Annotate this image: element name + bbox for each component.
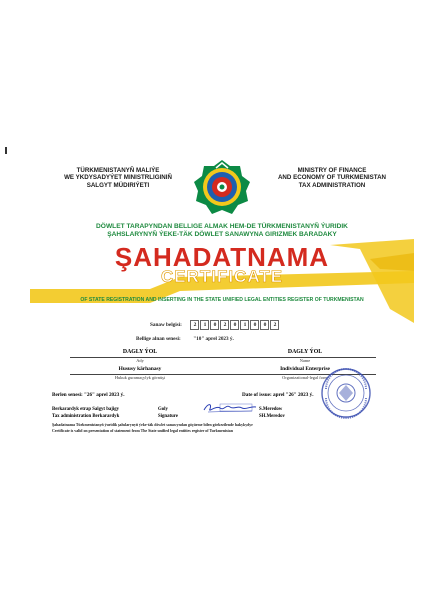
- header-right-line: MINISTRY OF FINANCE: [297, 167, 367, 174]
- handwritten-signature: [202, 401, 258, 415]
- signature-org: [52, 406, 119, 420]
- reg-number-label: Sanaw belgisi:: [150, 322, 182, 328]
- signer-name: [259, 406, 285, 420]
- header-right-line: AND ECONOMY OF TURKMENISTAN: [277, 174, 387, 182]
- name-left-caption: Ady: [136, 358, 144, 363]
- subtitle-tm: [30, 223, 414, 239]
- signature-label-en: Signature: [158, 414, 178, 419]
- reg-digit: 0: [260, 320, 269, 330]
- footer-note-tm: Şahadatnama Türkmenistanyň ýuridik şahslarynyň ýeke-täk döwlet sanawyndan göçürme bilen görkezilende hakykydyr: [52, 423, 253, 427]
- header-left-line: SALGYT MÜDIRIÝETI: [86, 181, 150, 189]
- header-left-line: WE YKDYSADYÝET MINISTRLIGINIŇ: [64, 174, 172, 182]
- reg-digit: 0: [210, 320, 219, 330]
- reg-digit: 1: [200, 320, 209, 330]
- reg-date-row: [136, 336, 234, 342]
- name-right: DAGLY ÝOL: [287, 349, 323, 355]
- reg-digit: 0: [230, 320, 239, 330]
- subtitle-tm-line: ŞAHSLARYNYŇ ÝEKE-TÄK DÖWLET SANAWYNA GIRIZMEK BARADAKY: [107, 231, 337, 238]
- reg-date-value: "10" aprel 2023 ý.: [193, 336, 234, 342]
- form-left-caption: Hukuk guramaçylyk görnüşi: [114, 375, 166, 380]
- subtitle-tm-line: DÖWLET TARAPYNDAN BELLIGE ALMAK HEM-DE TÜRKMENISTANYŇ ÝURIDIK: [96, 223, 348, 230]
- margin-mark: [5, 147, 7, 154]
- signature-org-en: Tax administration Berkarardyk: [52, 414, 120, 419]
- issue-date-left: Berlen senesi: "26" aprel 2023 ý.: [52, 392, 125, 398]
- header-right-line: TAX ADMINISTRATION: [298, 181, 366, 189]
- reg-number-boxes: [190, 322, 280, 328]
- certificate: [30, 155, 414, 440]
- reg-date-label: Bellige alnan senesi:: [136, 336, 181, 342]
- subtitle-en: OF STATE REGISTRATION AND INSERTING IN THE STATE UNIFIED LEGAL ENTITIES REGISTER OF TURKMENISTAN: [80, 297, 364, 303]
- signer-en: SH.Meredov: [259, 414, 285, 419]
- turkmenistan-emblem: [192, 158, 252, 218]
- issue-date-right: Date of issue: aprel "26" 2023 ý.: [242, 392, 314, 398]
- signature-org-tm: Berkarardyk etrap Salgyt bajigy: [52, 407, 120, 412]
- footer-note: [52, 423, 372, 434]
- name-right-caption: Name: [299, 358, 311, 363]
- header-right: [262, 167, 402, 189]
- signer-tm: S.Meredow: [259, 407, 283, 412]
- header-left-line: TÜRKMENISTANYŇ MALIÝE: [76, 167, 160, 174]
- reg-digit: 2: [190, 320, 199, 330]
- reg-digit: 0: [250, 320, 259, 330]
- form-right: Individual Enterprise: [280, 366, 330, 372]
- footer-note-en: Certificate is valid on presentation of statement from The State unified legal entities register of Turkmenistan: [52, 428, 233, 433]
- reg-digit: 2: [270, 320, 279, 330]
- form-left: Hususy kärhanasy: [118, 366, 162, 372]
- form-right-caption: Organizational-legal form: [282, 375, 328, 380]
- name-left: DAGLY ÝOL: [122, 349, 158, 355]
- signature-label-tm: Goly: [158, 407, 168, 412]
- official-stamp: [320, 367, 372, 419]
- big-title-tm: ŞAHADATNAMA: [114, 242, 330, 272]
- signature-label: [158, 406, 178, 420]
- reg-digit: 1: [240, 320, 249, 330]
- reg-digit: 2: [220, 320, 229, 330]
- header-left: [48, 167, 188, 189]
- big-title-en: CERTIFICATE: [160, 267, 284, 286]
- reg-number-row: [150, 320, 280, 330]
